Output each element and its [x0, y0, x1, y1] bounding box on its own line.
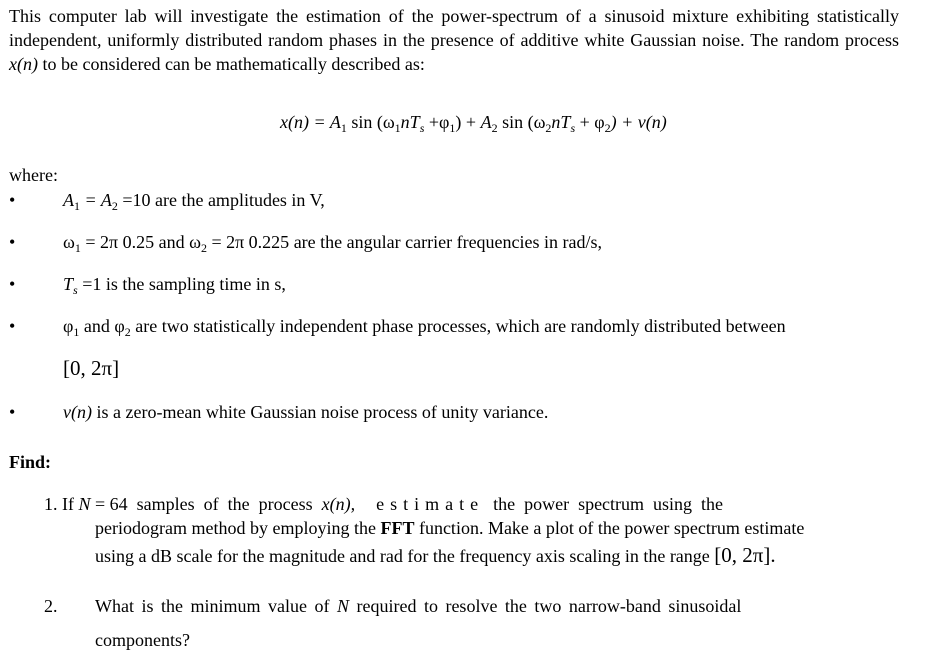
eq-sin1: sin (ω: [346, 112, 395, 132]
q1-text-b: = 64 samples of the process: [90, 494, 322, 514]
b1-value: =10: [117, 190, 151, 210]
bullet-phases-range: [0, 2π]: [63, 356, 120, 380]
b1-a1-sub: 1: [74, 199, 80, 213]
b3-text: is the sampling time in s,: [101, 274, 286, 294]
q2-text-b: required to resolve the two narrow-band sinusoidal: [348, 596, 742, 616]
bullet-frequencies: [63, 230, 899, 254]
b4-text: are two statistically independent phase processes, which are randomly distributed between: [130, 316, 786, 336]
bullet-amplitudes: [63, 188, 899, 212]
b1-a2-sub: 2: [111, 199, 118, 213]
b4-phi1-sub: 1: [73, 325, 80, 339]
eq-ts2-sub: s: [570, 121, 576, 135]
b2-value: = 2π 0.225: [206, 232, 290, 252]
intro-lead: This computer lab will investigate the estimation of the power-spectrum of a sinusoid mixture exhibiting statistically independent, uniformly distributed random phases in the presence of additive white Gaussian noise. The random process: [9, 6, 899, 50]
bullet-marker: •: [9, 274, 16, 294]
b1-a1: A: [63, 190, 74, 210]
b3-t-sub: s: [73, 283, 78, 297]
where-label: where:: [9, 165, 58, 185]
b2-w1-sub: 1: [74, 241, 81, 255]
q1-spread: estimate: [355, 494, 485, 514]
q2-text-a: What is the minimum value of: [95, 596, 337, 616]
q1-x: x(n),: [321, 494, 356, 514]
q1-line2-b: function. Make a plot of the power spectrum estimate: [414, 518, 805, 538]
question-2-line-1: [95, 594, 855, 618]
eq-phi2-sub: 2: [604, 121, 611, 135]
b3-value: =1: [77, 274, 102, 294]
bullet-marker: •: [9, 316, 16, 336]
question-2-number: 2.: [44, 596, 58, 616]
b4-phi2-sub: 2: [124, 325, 131, 339]
eq-phi1: +φ: [424, 112, 450, 132]
q1-fft: FFT: [380, 518, 415, 538]
intro-tail: to be considered can be mathematically described as:: [37, 54, 425, 74]
b2-text: are the angular carrier frequencies in rad/s,: [289, 232, 603, 252]
find-heading: Find:: [9, 452, 52, 472]
eq-sin2: sin (ω: [497, 112, 546, 132]
intro-paragraph: [9, 4, 899, 76]
b2-mid: = 2π 0.25 and ω: [80, 232, 201, 252]
bullet-marker: •: [9, 232, 16, 252]
eq-lhs: x(n) =: [280, 112, 330, 132]
eq-A1-sub: 1: [340, 121, 347, 135]
eq-ts-sub: s: [419, 121, 425, 135]
question-1-line-3: [95, 543, 921, 568]
question-2-line-2: components?: [95, 630, 190, 650]
q1-N: N: [78, 494, 91, 514]
q1-text-c: the power spectrum using the: [484, 494, 724, 514]
eq-rhs: ) + v(n): [610, 112, 667, 132]
b5-text: is a zero-mean white Gaussian noise process of unity variance.: [91, 402, 549, 422]
eq-arg1: nT: [400, 112, 420, 132]
b1-a2: = A: [80, 190, 112, 210]
eq-A1: A: [329, 112, 341, 132]
question-1-line-2: [95, 516, 921, 540]
bullet-marker: •: [9, 402, 16, 422]
b2-w2-sub: 2: [200, 241, 207, 255]
intro-process: x(n): [9, 54, 38, 74]
eq-arg2: nT: [551, 112, 571, 132]
b2-w1: ω: [63, 232, 75, 252]
eq-w2-sub: 2: [545, 121, 552, 135]
process-equation: [280, 110, 667, 134]
b1-text: are the amplitudes in V,: [150, 190, 325, 210]
bullet-marker: •: [9, 190, 16, 210]
q1-number: 1.: [44, 494, 58, 514]
eq-A2: A: [480, 112, 492, 132]
b3-t: T: [63, 274, 74, 294]
q1-text-a: If: [62, 494, 79, 514]
eq-A2-sub: 2: [491, 121, 498, 135]
bullet-phases: [63, 314, 899, 338]
q1-line3: using a dB scale for the magnitude and rad for the frequency axis scaling in the range: [95, 546, 715, 566]
question-1-line-1: [44, 492, 920, 516]
bullet-sampling-time: [63, 272, 899, 296]
eq-plus: ) +: [455, 112, 481, 132]
q1-range: [0, 2π].: [714, 543, 776, 567]
b5-v: v(n): [63, 402, 92, 422]
b4-phi1: φ: [63, 316, 74, 336]
q1-line2-a: periodogram method by employing the: [95, 518, 381, 538]
eq-phi2: + φ: [575, 112, 605, 132]
b4-mid: and φ: [79, 316, 125, 336]
eq-w1-sub: 1: [394, 121, 401, 135]
bullet-noise: [63, 400, 899, 424]
eq-phi1-sub: 1: [449, 121, 456, 135]
q2-N: N: [336, 596, 349, 616]
